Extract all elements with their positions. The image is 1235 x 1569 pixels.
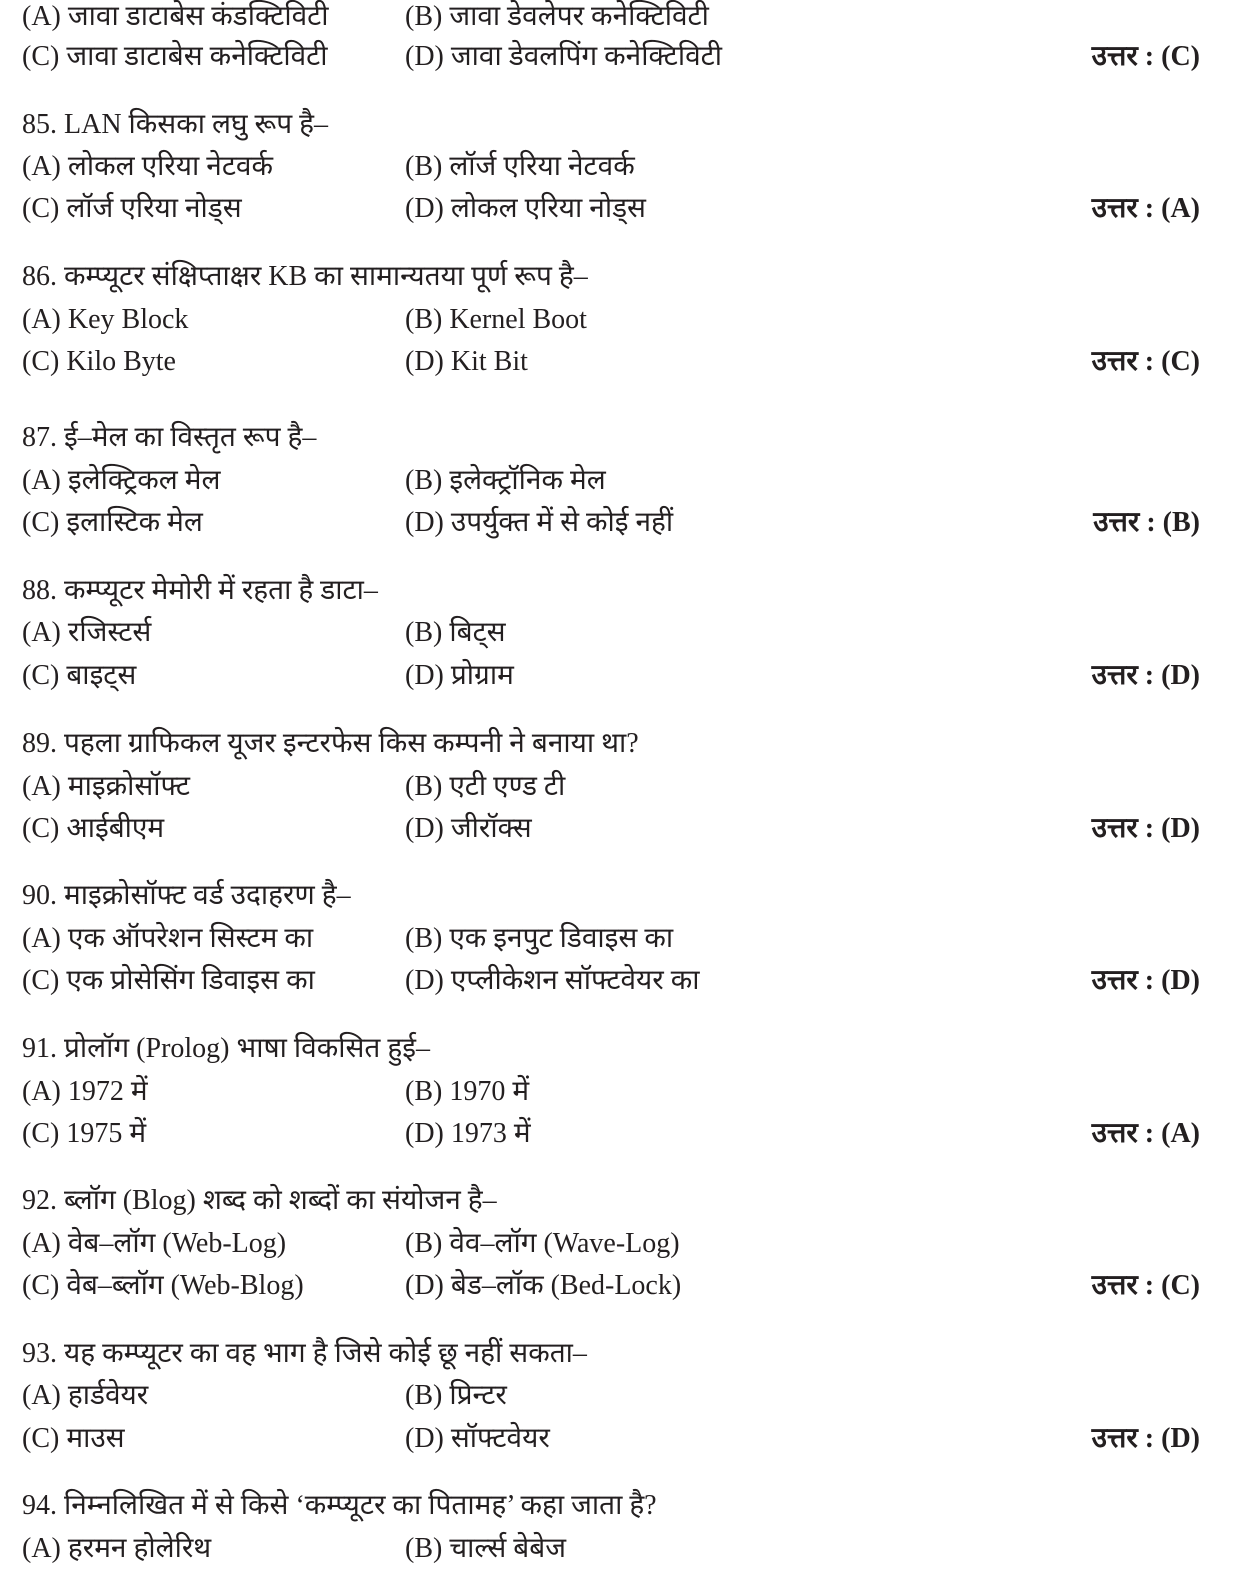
option-c: (C) वेब–ब्लॉग (Web-Blog) [22, 1270, 304, 1301]
option-b: (B) 1970 में [405, 1076, 530, 1107]
option-b: (B) Kernel Boot [405, 304, 587, 335]
option-c: (C) जावा डाटाबेस कनेक्टिविटी [22, 41, 328, 72]
option-c: (C) इलास्टिक मेल [22, 507, 203, 538]
option-a: (A) वेब–लॉग (Web-Log) [22, 1228, 287, 1259]
option-a: (A) जावा डाटाबेस कंडक्टिविटी [22, 1, 329, 32]
question-text: 93. यह कम्प्यूटर का वह भाग है जिसे कोई छू नहीं सकता– [22, 1338, 587, 1369]
question-text: 86. कम्प्यूटर संक्षिप्ताक्षर KB का सामान्यतया पूर्ण रूप है– [22, 261, 588, 292]
option-d: (D) जावा डेवलपिंग कनेक्टिविटी [405, 41, 723, 72]
option-b: (B) इलेक्ट्रॉनिक मेल [405, 465, 606, 496]
option-a: (A) लोकल एरिया नेटवर्क [22, 151, 273, 182]
question-text: 85. LAN किसका लघु रूप है– [22, 109, 329, 140]
option-d: (D) Kit Bit [405, 346, 528, 377]
option-a: (A) हरमन होलेरिथ [22, 1533, 212, 1564]
option-b: (B) बिट्स [405, 617, 506, 648]
answer-label: उत्तर : (D) [1091, 660, 1200, 691]
question-text: 92. ब्लॉग (Blog) शब्द को शब्दों का संयोजन है– [22, 1185, 497, 1216]
answer-label: उत्तर : (D) [1091, 813, 1200, 844]
question-text: 91. प्रोलॉग (Prolog) भाषा विकसित हुई– [22, 1033, 430, 1064]
answer-label: उत्तर : (C) [1091, 346, 1200, 377]
option-d: (D) प्रोग्राम [405, 660, 514, 691]
option-d: (D) 1973 में [405, 1118, 531, 1149]
option-b: (B) वेव–लॉग (Wave-Log) [405, 1228, 680, 1259]
option-d: (D) जीरॉक्स [405, 813, 532, 844]
option-d: (D) बेड–लॉक (Bed-Lock) [405, 1270, 682, 1301]
option-d: (D) सॉफ्टवेयर [405, 1423, 550, 1454]
answer-label: उत्तर : (D) [1091, 965, 1200, 996]
option-d: (D) एप्लीकेशन सॉफ्टवेयर का [405, 965, 700, 996]
option-c: (C) लॉर्ज एरिया नोड्स [22, 193, 242, 224]
option-b: (B) एक इनपुट डिवाइस का [405, 923, 674, 954]
question-text: 90. माइक्रोसॉफ्ट वर्ड उदाहरण है– [22, 880, 351, 911]
option-a: (A) इलेक्ट्रिकल मेल [22, 465, 221, 496]
option-b: (B) प्रिन्टर [405, 1380, 507, 1411]
option-a: (A) रजिस्टर्स [22, 617, 152, 648]
answer-label: उत्तर : (C) [1091, 1270, 1200, 1301]
option-b: (B) लॉर्ज एरिया नेटवर्क [405, 151, 635, 182]
answer-label: उत्तर : (B) [1093, 507, 1200, 538]
option-a: (A) माइक्रोसॉफ्ट [22, 771, 191, 802]
option-a: (A) एक ऑपरेशन सिस्टम का [22, 923, 314, 954]
answer-label: उत्तर : (A) [1091, 193, 1200, 224]
answer-label: उत्तर : (D) [1091, 1423, 1200, 1454]
question-text: 88. कम्प्यूटर मेमोरी में रहता है डाटा– [22, 575, 378, 606]
question-text: 94. निम्नलिखित में से किसे ‘कम्प्यूटर का पितामह’ कहा जाता है? [22, 1490, 657, 1521]
option-d: (D) लोकल एरिया नोड्स [405, 193, 646, 224]
option-c: (C) 1975 में [22, 1118, 147, 1149]
option-b: (B) चार्ल्स बेबेज [405, 1533, 567, 1564]
option-c: (C) माउस [22, 1423, 125, 1454]
option-c: (C) Kilo Byte [22, 346, 176, 377]
option-c: (C) बाइट्स [22, 660, 137, 691]
option-c: (C) आईबीएम [22, 813, 165, 844]
option-a: (A) हार्डवेयर [22, 1380, 149, 1411]
option-b: (B) जावा डेवलेपर कनेक्टिविटी [405, 1, 709, 32]
option-b: (B) एटी एण्ड टी [405, 771, 566, 802]
option-a: (A) 1972 में [22, 1076, 148, 1107]
option-c: (C) एक प्रोसेसिंग डिवाइस का [22, 965, 315, 996]
question-text: 89. पहला ग्राफिकल यूजर इन्टरफेस किस कम्पनी ने बनाया था? [22, 728, 639, 759]
answer-label: उत्तर : (A) [1091, 1118, 1200, 1149]
answer-label: उत्तर : (C) [1091, 41, 1200, 72]
question-text: 87. ई–मेल का विस्तृत रूप है– [22, 422, 317, 453]
option-d: (D) उपर्युक्त में से कोई नहीं [405, 507, 674, 538]
option-a: (A) Key Block [22, 304, 189, 335]
